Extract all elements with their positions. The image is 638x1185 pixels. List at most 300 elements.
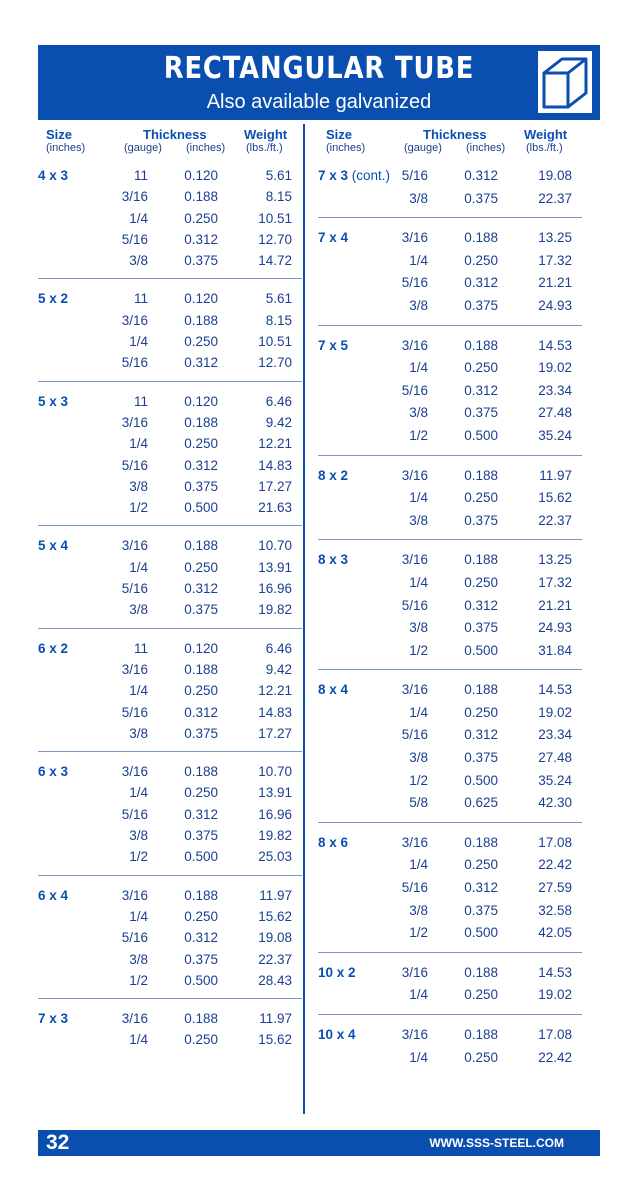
table-row: [318, 855, 582, 878]
thickness-value: 0.375: [464, 620, 498, 636]
gauge-value: 11: [133, 640, 148, 656]
table-row: [318, 963, 582, 986]
thickness-value: 0.375: [184, 828, 218, 844]
weight-value: 22.37: [538, 190, 572, 206]
gauge-value: 3/8: [129, 828, 148, 844]
table-row: [38, 579, 302, 600]
weight-value: 15.62: [258, 908, 292, 924]
table-row: [38, 166, 302, 187]
thickness-value: 0.250: [184, 1032, 218, 1048]
weight-value: 8.15: [265, 189, 292, 205]
weight-value: 9.42: [265, 661, 292, 677]
gauge-value: 1/4: [129, 1032, 148, 1048]
gauge-unit: (gauge): [404, 142, 442, 154]
gauge-value: 3/16: [121, 887, 148, 903]
table-row: [38, 434, 302, 455]
weight-value: 23.34: [538, 727, 572, 743]
weight-value: 15.62: [258, 1032, 292, 1048]
table-row: [38, 847, 302, 868]
website-link[interactable]: WWW.SSS-STEEL.COM: [429, 1136, 564, 1150]
weight-value: 22.37: [538, 512, 572, 528]
weight-value: 5.61: [265, 291, 292, 307]
thickness-value: 0.375: [184, 951, 218, 967]
thickness-value: 0.375: [184, 253, 218, 269]
thickness-value: 0.120: [184, 640, 218, 656]
size-header: Size: [46, 127, 73, 142]
rectangular-tube-icon: [538, 51, 592, 113]
weight-value: 23.34: [538, 382, 572, 398]
thickness-value: 0.500: [464, 642, 498, 658]
table-row: [38, 600, 302, 621]
gauge-value: 1/2: [409, 925, 428, 941]
thickness-value: 0.250: [464, 704, 498, 720]
weight-value: 35.24: [538, 772, 572, 788]
weight-value: 24.93: [538, 620, 572, 636]
table-row: [38, 762, 302, 783]
weight-value: 22.42: [538, 1049, 572, 1065]
gauge-value: 1/4: [409, 857, 428, 873]
table-row: [38, 826, 302, 847]
gauge-value: 1/2: [129, 972, 148, 988]
weight-value: 19.82: [258, 828, 292, 844]
table-row: [318, 901, 582, 924]
weight-unit: (lbs./ft.): [526, 142, 563, 154]
table-row: [38, 251, 302, 272]
thickness-value: 0.312: [464, 275, 498, 291]
column-divider: [303, 124, 305, 1114]
table-row: [38, 332, 302, 353]
table-row: [318, 793, 582, 816]
thickness-value: 0.250: [184, 908, 218, 924]
gauge-value: 3/16: [121, 189, 148, 205]
gauge-value: 1/4: [409, 360, 428, 376]
thickness-value: 0.375: [464, 512, 498, 528]
weight-value: 42.05: [538, 925, 572, 941]
weight-value: 19.82: [258, 602, 292, 618]
gauge-value: 1/4: [129, 334, 148, 350]
weight-value: 32.58: [538, 902, 572, 918]
gauge-value: 3/8: [409, 297, 428, 313]
gauge-value: 5/16: [121, 704, 148, 720]
thickness-value: 0.312: [184, 355, 218, 371]
weight-value: 21.63: [258, 500, 292, 516]
weight-value: 10.51: [258, 334, 292, 350]
thickness-value: 0.120: [184, 168, 218, 183]
table-row: [38, 209, 302, 230]
size-group: [318, 540, 582, 670]
thickness-value: 0.188: [464, 230, 498, 246]
table-row: [318, 725, 582, 748]
thickness-value: 0.188: [464, 834, 498, 850]
table-row: [318, 296, 582, 319]
size-label: 10 x 2: [318, 964, 356, 980]
gauge-value: 1/4: [409, 704, 428, 720]
table-row: [38, 230, 302, 251]
weight-value: 19.02: [538, 360, 572, 376]
weight-value: 15.62: [538, 490, 572, 506]
thickness-value: 0.120: [184, 291, 218, 307]
thickness-value: 0.188: [184, 661, 218, 677]
table-row: [38, 971, 302, 992]
table-row: [318, 426, 582, 449]
gauge-value: 5/16: [121, 457, 148, 473]
gauge-value: 11: [133, 168, 148, 183]
gauge-value: 3/16: [121, 1011, 148, 1027]
weight-value: 14.53: [538, 682, 572, 698]
size-group: [318, 456, 582, 541]
table-row: [318, 403, 582, 426]
thickness-value: 0.500: [184, 972, 218, 988]
weight-value: 14.53: [538, 964, 572, 980]
table-row: [38, 639, 302, 660]
thickness-value: 0.375: [464, 297, 498, 313]
table-row: [38, 477, 302, 498]
table-row: [318, 680, 582, 703]
size-label: 5 x 2: [38, 291, 69, 307]
weight-value: 35.24: [538, 427, 572, 443]
gauge-value: 1/2: [129, 849, 148, 865]
thickness-value: 0.188: [184, 414, 218, 430]
thickness-value: 0.375: [464, 190, 498, 206]
gauge-value: 1/4: [409, 1049, 428, 1065]
weight-value: 22.37: [258, 951, 292, 967]
thickness-value: 0.120: [184, 393, 218, 409]
thickness-unit: (inches): [466, 142, 506, 154]
thickness-value: 0.188: [464, 682, 498, 698]
page-number: 32: [46, 1131, 70, 1154]
thickness-value: 0.375: [464, 405, 498, 421]
table-row: [38, 907, 302, 928]
gauge-value: 1/4: [129, 683, 148, 699]
size-value: 7 x 3: [318, 168, 349, 183]
weight-value: 12.70: [258, 231, 292, 247]
size-label: 8 x 2: [318, 467, 349, 483]
weight-value: 17.32: [538, 574, 572, 590]
thickness-value: 0.312: [184, 806, 218, 822]
weight-value: 21.21: [538, 597, 572, 613]
weight-value: 28.43: [258, 972, 292, 988]
weight-value: 13.91: [258, 785, 292, 801]
gauge-value: 3/8: [409, 405, 428, 421]
thickness-header: Thickness: [143, 127, 207, 142]
thickness-value: 0.375: [464, 902, 498, 918]
weight-value: 12.70: [258, 355, 292, 371]
weight-value: 16.96: [258, 806, 292, 822]
gauge-value: 1/4: [129, 559, 148, 575]
size-label: 10 x 4: [318, 1027, 356, 1042]
weight-value: 11.97: [259, 887, 292, 903]
table-row: [318, 596, 582, 619]
thickness-value: 0.625: [464, 795, 498, 811]
weight-value: 27.48: [538, 750, 572, 766]
weight-value: 14.72: [258, 253, 292, 269]
weight-value: 12.21: [258, 683, 292, 699]
size-label: 6 x 2: [38, 640, 69, 656]
table-row: [318, 771, 582, 794]
weight-value: 22.42: [538, 857, 572, 873]
thickness-value: 0.188: [184, 538, 218, 554]
gauge-value: 3/8: [409, 620, 428, 636]
thickness-value: 0.250: [184, 436, 218, 452]
table-row: [318, 1025, 582, 1048]
gauge-value: 3/16: [121, 414, 148, 430]
weight-value: 19.02: [538, 987, 572, 1003]
weight-value: 13.91: [258, 559, 292, 575]
thickness-value: 0.500: [184, 500, 218, 516]
thickness-value: 0.375: [184, 602, 218, 618]
thickness-value: 0.250: [464, 360, 498, 376]
size-group: [38, 876, 302, 999]
table-row: [38, 558, 302, 579]
right-column: [318, 124, 582, 1076]
gauge-value: 1/4: [129, 785, 148, 801]
size-unit: (inches): [46, 142, 86, 154]
gauge-unit: (gauge): [124, 142, 162, 154]
size-label: [318, 166, 390, 186]
thickness-value: 0.188: [464, 337, 498, 353]
thickness-value: 0.250: [184, 785, 218, 801]
weight-value: 5.61: [265, 168, 292, 183]
size-label: 6 x 3: [38, 764, 69, 780]
thickness-value: 0.375: [464, 750, 498, 766]
thickness-value: 0.250: [464, 1049, 498, 1065]
size-label: 8 x 3: [318, 552, 349, 568]
size-group: [318, 670, 582, 823]
size-group: [318, 823, 582, 953]
thickness-value: 0.250: [464, 252, 498, 268]
table-row: [318, 336, 582, 359]
size-group: [318, 326, 582, 456]
thickness-value: 0.188: [184, 887, 218, 903]
weight-value: 10.70: [258, 764, 292, 780]
gauge-value: 5/16: [401, 880, 428, 896]
gauge-value: 5/16: [401, 168, 428, 183]
thickness-value: 0.500: [184, 849, 218, 865]
table-row: [38, 456, 302, 477]
thickness-value: 0.312: [184, 457, 218, 473]
gauge-value: 1/2: [409, 642, 428, 658]
size-group: [38, 526, 302, 628]
weight-value: 21.21: [538, 275, 572, 291]
gauge-value: 3/16: [121, 661, 148, 677]
table-row: [38, 928, 302, 949]
size-label: 8 x 6: [318, 834, 349, 850]
table-row: [318, 703, 582, 726]
gauge-value: 5/16: [401, 727, 428, 743]
table-row: [38, 1009, 302, 1030]
thickness-value: 0.250: [464, 857, 498, 873]
size-group: [318, 218, 582, 325]
size-group: [38, 279, 302, 381]
weight-value: 14.83: [258, 457, 292, 473]
gauge-value: 3/16: [401, 834, 428, 850]
weight-value: 27.48: [538, 405, 572, 421]
thickness-value: 0.312: [184, 930, 218, 946]
weight-header: Weight: [244, 127, 288, 142]
weight-value: 11.97: [259, 1011, 292, 1027]
gauge-value: 3/16: [401, 552, 428, 568]
size-label: 5 x 3: [38, 393, 69, 409]
weight-value: 17.27: [258, 725, 292, 741]
gauge-value: 5/16: [401, 597, 428, 613]
gauge-value: 5/16: [401, 275, 428, 291]
thickness-header: Thickness: [423, 127, 487, 142]
table-row: [318, 1048, 582, 1071]
table-row: [38, 660, 302, 681]
table-row: [318, 358, 582, 381]
thickness-value: 0.500: [464, 427, 498, 443]
size-label: 7 x 3: [38, 1011, 69, 1027]
thickness-value: 0.250: [184, 559, 218, 575]
left-table: [38, 158, 302, 1058]
size-group: [318, 158, 582, 218]
gauge-value: 1/4: [409, 252, 428, 268]
gauge-value: 3/16: [401, 964, 428, 980]
table-row: [318, 641, 582, 664]
gauge-value: 3/8: [409, 512, 428, 528]
page-subtitle: Also available galvanized: [206, 91, 432, 113]
size-group: [38, 382, 302, 527]
gauge-value: 5/16: [121, 806, 148, 822]
table-row: [38, 413, 302, 434]
gauge-value: 1/2: [129, 500, 148, 516]
gauge-value: 1/4: [409, 987, 428, 1003]
page-footer: [38, 1130, 600, 1156]
thickness-value: 0.188: [464, 552, 498, 568]
table-row: [38, 498, 302, 519]
weight-value: 17.08: [538, 1027, 572, 1042]
table-row: [38, 187, 302, 208]
table-row: [318, 550, 582, 573]
size-label: 8 x 4: [318, 682, 349, 698]
gauge-value: 1/4: [409, 490, 428, 506]
size-group: [318, 953, 582, 1015]
gauge-value: 3/16: [401, 230, 428, 246]
weight-value: 13.25: [538, 552, 572, 568]
size-group: [38, 999, 302, 1058]
continued-note: (cont.): [351, 168, 391, 183]
weight-value: 31.84: [538, 642, 572, 658]
table-row: [38, 1030, 302, 1051]
table-row: [318, 618, 582, 641]
gauge-value: 1/4: [409, 574, 428, 590]
table-row: [38, 950, 302, 971]
weight-value: 17.27: [258, 478, 292, 494]
table-row: [318, 833, 582, 856]
weight-value: 12.21: [258, 436, 292, 452]
gauge-value: 5/16: [401, 382, 428, 398]
gauge-value: 3/16: [401, 682, 428, 698]
gauge-value: 1/4: [129, 210, 148, 226]
thickness-unit: (inches): [186, 142, 226, 154]
thickness-value: 0.188: [184, 764, 218, 780]
thickness-value: 0.312: [464, 880, 498, 896]
gauge-value: 3/16: [401, 1027, 428, 1042]
thickness-value: 0.188: [184, 1011, 218, 1027]
table-row: [318, 511, 582, 534]
weight-value: 17.08: [538, 834, 572, 850]
thickness-value: 0.250: [464, 490, 498, 506]
thickness-value: 0.250: [464, 574, 498, 590]
size-group: [38, 158, 302, 279]
thickness-value: 0.312: [464, 727, 498, 743]
thickness-value: 0.500: [464, 925, 498, 941]
table-row: [38, 724, 302, 745]
weight-value: 17.32: [538, 252, 572, 268]
size-header: Size: [326, 127, 353, 142]
thickness-value: 0.188: [184, 189, 218, 205]
table-row: [38, 392, 302, 413]
table-row: [38, 311, 302, 332]
column-header: [38, 124, 302, 158]
gauge-value: 3/8: [129, 602, 148, 618]
weight-unit: (lbs./ft.): [246, 142, 283, 154]
gauge-value: 5/16: [121, 930, 148, 946]
gauge-value: 3/16: [401, 337, 428, 353]
table-row: [318, 923, 582, 946]
table-row: [318, 251, 582, 274]
gauge-value: 3/8: [409, 750, 428, 766]
thickness-value: 0.188: [184, 312, 218, 328]
gauge-value: 5/16: [121, 355, 148, 371]
thickness-value: 0.375: [184, 725, 218, 741]
gauge-value: 3/16: [121, 538, 148, 554]
gauge-value: 3/8: [129, 951, 148, 967]
size-unit: (inches): [326, 142, 366, 154]
table-row: [38, 289, 302, 310]
size-group: [318, 1015, 582, 1076]
gauge-value: 11: [133, 291, 148, 307]
table-row: [318, 166, 582, 189]
gauge-value: 5/16: [121, 581, 148, 597]
weight-value: 10.51: [258, 210, 292, 226]
table-row: [318, 228, 582, 251]
weight-value: 19.08: [538, 168, 572, 183]
weight-header: Weight: [524, 127, 568, 142]
table-row: [38, 703, 302, 724]
table-row: [318, 488, 582, 511]
thickness-value: 0.375: [184, 478, 218, 494]
weight-value: 6.46: [265, 393, 292, 409]
size-group: [38, 752, 302, 875]
weight-value: 25.03: [258, 849, 292, 865]
table-row: [318, 748, 582, 771]
page-header: [38, 45, 600, 120]
gauge-value: 3/16: [401, 467, 428, 483]
weight-value: 11.97: [539, 467, 572, 483]
weight-value: 27.59: [538, 880, 572, 896]
weight-value: 19.08: [258, 930, 292, 946]
gauge-value: 3/16: [121, 312, 148, 328]
table-row: [38, 805, 302, 826]
table-row: [318, 381, 582, 404]
thickness-value: 0.188: [464, 964, 498, 980]
thickness-value: 0.312: [464, 382, 498, 398]
weight-value: 10.70: [258, 538, 292, 554]
left-column: [38, 124, 302, 1058]
table-row: [38, 681, 302, 702]
size-label: 6 x 4: [38, 887, 69, 903]
gauge-value: 5/8: [409, 795, 428, 811]
table-row: [318, 985, 582, 1008]
gauge-value: 1/2: [409, 772, 428, 788]
size-group: [38, 629, 302, 752]
gauge-value: 1/4: [129, 436, 148, 452]
weight-value: 24.93: [538, 297, 572, 313]
table-row: [38, 353, 302, 374]
table-row: [318, 573, 582, 596]
gauge-value: 3/8: [129, 725, 148, 741]
